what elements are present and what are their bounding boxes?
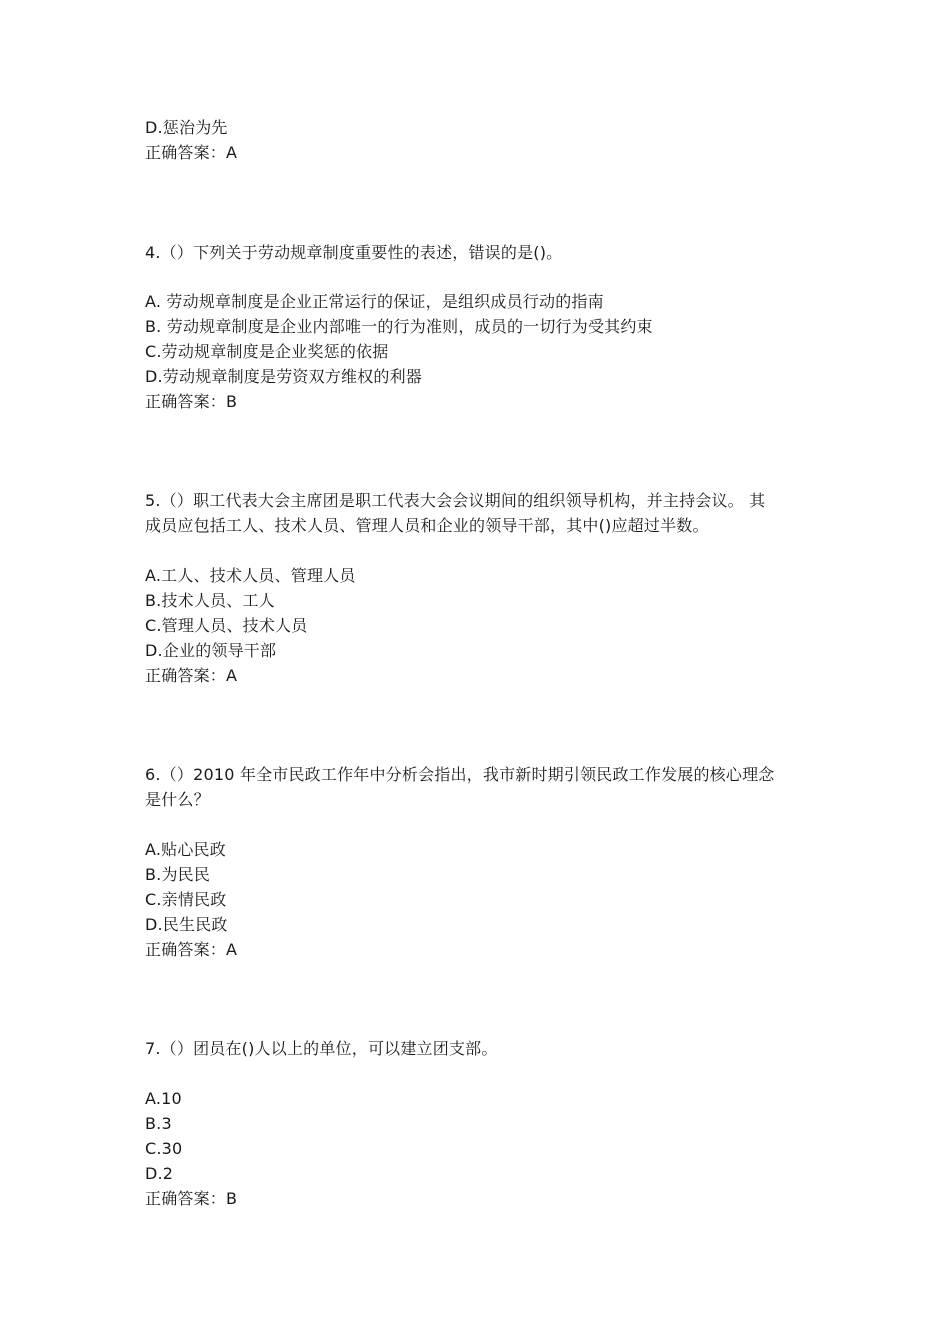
q7-answer: 正确答案：B [145,1189,238,1208]
q6-stem-line-1: 6.（）2010 年全市民政工作年中分析会指出，我市新时期引领民政工作发展的核心理念 [145,765,775,784]
q5-stem-line-2: 成员应包括工人、技术人员、管理人员和企业的领导干部，其中()应超过半数。 [145,516,709,535]
q6-answer: 正确答案：A [145,940,238,959]
q7-option-d: D.2 [145,1164,174,1183]
q6-option-d: D.民生民政 [145,915,228,934]
q6-option-a: A.贴心民政 [145,840,226,859]
q7-stem-line-1: 7.（）团员在()人以上的单位，可以建立团支部。 [145,1039,498,1058]
q7-option-a: A.10 [145,1089,182,1108]
q5-option-a: A.工人、技术人员、管理人员 [145,566,356,585]
q5-option-d: D.企业的领导干部 [145,641,277,660]
q6-option-b: B.为民民 [145,865,211,884]
q7-option-b: B.3 [145,1114,172,1133]
q7-option-c: C.30 [145,1139,183,1158]
q5-option-c: C.管理人员、技术人员 [145,616,308,635]
q4-answer: 正确答案：B [145,392,238,411]
q4-stem-line-1: 4.（）下列关于劳动规章制度重要性的表述，错误的是()。 [145,243,563,262]
q4-option-a: A. 劳动规章制度是企业正常运行的保证，是组织成员行动的指南 [145,292,604,311]
q4-option-c: C.劳动规章制度是企业奖惩的依据 [145,342,389,361]
q5-answer: 正确答案：A [145,666,238,685]
q4-option-d: D.劳动规章制度是劳资双方维权的利器 [145,367,423,386]
q6-stem-line-2: 是什么？ [145,790,210,809]
q4-option-b: B. 劳动规章制度是企业内部唯一的行为准则，成员的一切行为受其约束 [145,317,653,336]
prev-option-d: D.惩治为先 [145,118,228,137]
q6-option-c: C.亲情民政 [145,890,227,909]
q5-option-b: B.技术人员、工人 [145,591,275,610]
q5-stem-line-1: 5.（）职工代表大会主席团是职工代表大会会议期间的组织领导机构，并主持会议。 其 [145,491,766,510]
prev-answer: 正确答案：A [145,143,238,162]
